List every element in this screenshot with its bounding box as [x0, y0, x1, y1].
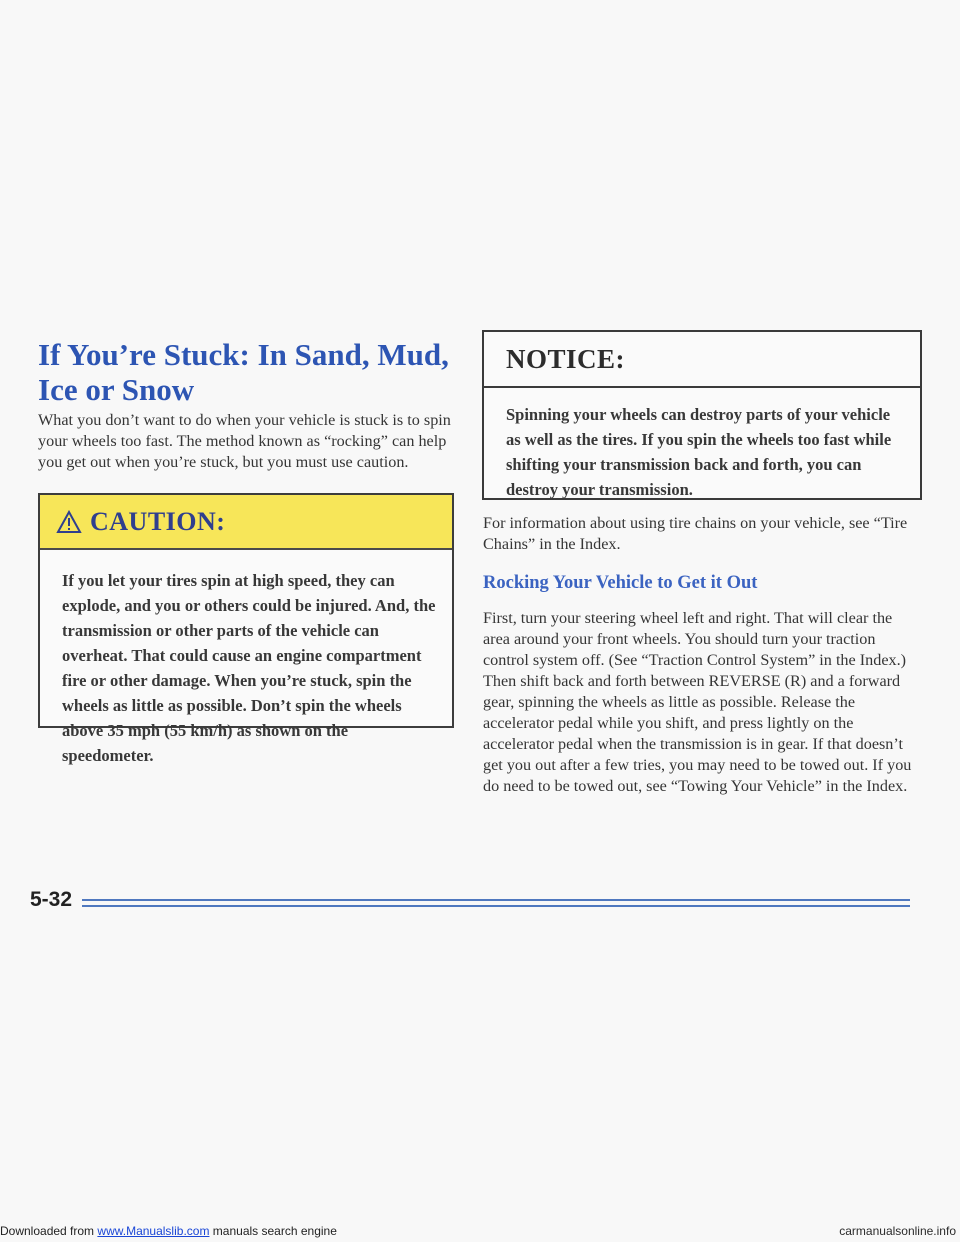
notice-text: Spinning your wheels can destroy parts of your vehicle as well as the tires. If you spin the wheels too fast while shifting your transmission back and forth, you can destroy your transmission.: [506, 405, 892, 499]
caution-title: CAUTION:: [90, 506, 226, 536]
download-source-footer: [0, 1224, 337, 1238]
caution-box: [38, 493, 454, 765]
rocking-subheading: Rocking Your Vehicle to Get it Out: [483, 573, 758, 593]
page-number: 5-32: [30, 888, 73, 911]
footer-suffix: manuals search engine: [212, 1224, 337, 1238]
watermark: carmanualsonline.info: [839, 1224, 956, 1238]
footer-prefix: Downloaded from: [0, 1224, 95, 1238]
notice-box: [482, 330, 922, 500]
warning-triangle-icon: [56, 510, 82, 534]
caution-header: [40, 495, 452, 550]
tire-chains-paragraph: For information about using tire chains on your vehicle, see “Tire Chains” in the Index.: [483, 514, 908, 553]
footer-rule-top: [82, 899, 910, 901]
intro-paragraph: What you don’t want to do when your vehicle is stuck is to spin your wheels too fast. The method known as “rocking” can help you get out when you’re stuck, but you must use caution.: [38, 411, 451, 471]
footer-rule-bottom: [82, 905, 910, 907]
caution-text: If you let your tires spin at high speed, they can explode, and you or others could be injured. And, the transmission or other parts of the vehicle can overheat. That could cause an engine compartment fire or other damage. When you’re stuck, spin the wheels as little as possible. Don’t spin the wheels above 35 mph (55 km/h) as shown on the speedometer.: [62, 571, 436, 765]
notice-header: [484, 332, 920, 388]
notice-title: NOTICE:: [506, 343, 626, 374]
rocking-paragraph: First, turn your steering wheel left and right. That will clear the area around your front wheels. You should turn your traction control system off. (See “Traction Control System” in the Index.) Then shift back and forth between REVERSE (R) and a forward gear, spinning the wheels as little as possible. Release the accelerator pedal while you shift, and press lightly on the accelerator pedal when the transmission is in gear. If that doesn’t get you out after a few tries, you may need to be towed out. If you do need to be towed out, see “Towing Your Vehicle” in the Index.: [483, 609, 912, 795]
manualslib-link[interactable]: www.Manualslib.com: [97, 1224, 210, 1238]
section-title: If You’re Stuck: In Sand, Mud, Ice or Snow: [38, 337, 449, 407]
